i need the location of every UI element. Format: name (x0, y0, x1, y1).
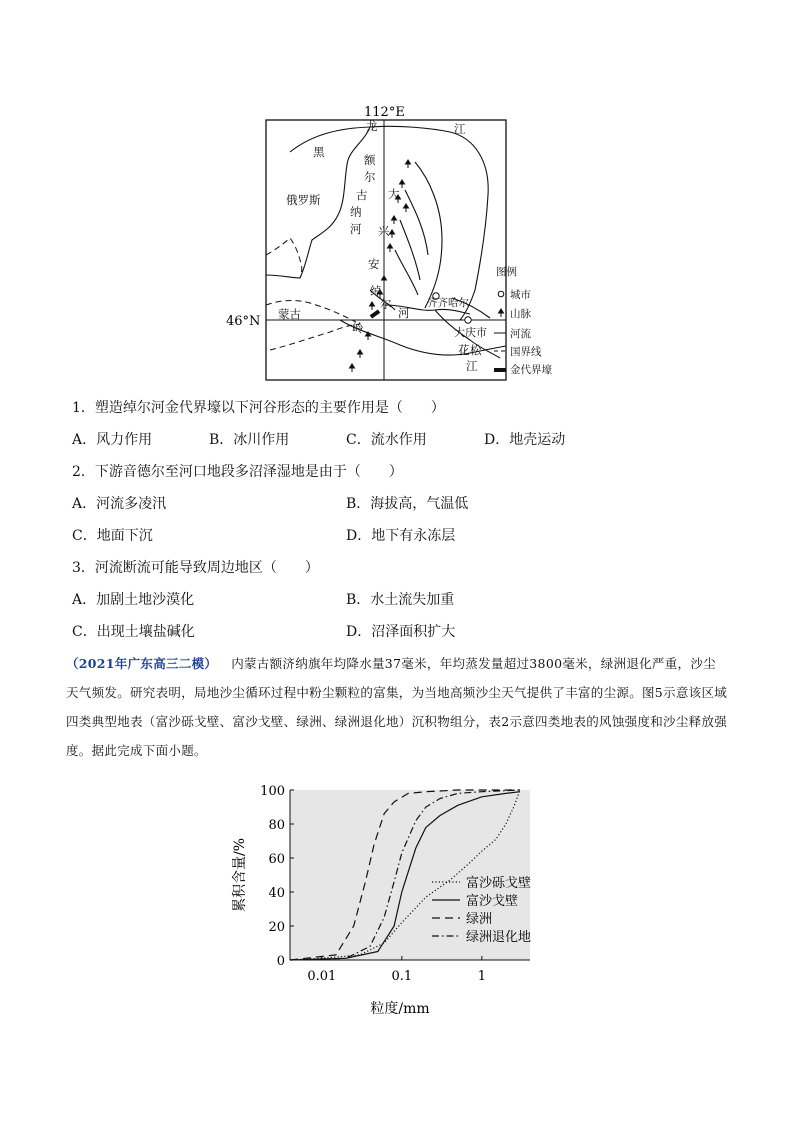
x-tick-label: 1 (477, 969, 486, 984)
option-a[interactable]: A．风力作用 (72, 432, 153, 448)
y-axis-label: 累积含量/% (232, 837, 248, 913)
jin-border-trench (370, 309, 380, 318)
legend-item: 山脉 (510, 308, 531, 320)
y-tick-label: 60 (268, 852, 285, 867)
x-tick-label: 0.1 (391, 969, 413, 984)
y-tick-label: 100 (260, 784, 285, 799)
option-a[interactable]: A．河流多凌汛 (72, 496, 167, 512)
option-a[interactable]: A．加剧土地沙漠化 (72, 592, 195, 608)
river-lines (266, 126, 506, 358)
place-label: 河 (398, 306, 410, 320)
place-label: 大 (388, 187, 400, 201)
border-lines (266, 238, 360, 350)
option-c[interactable]: C．出现土壤盐碱化 (72, 624, 195, 640)
place-label: 江 (454, 122, 466, 136)
y-tick-label: 20 (268, 920, 285, 935)
passage (66, 649, 728, 765)
legend-item: 金代界壕 (510, 364, 552, 376)
place-label: 江 (466, 359, 478, 373)
legend-item: 国界线 (510, 346, 542, 358)
legend-item: 河流 (510, 328, 531, 340)
legend-label: 富沙砾戈壁 (466, 876, 532, 891)
option-d[interactable]: D．地下有永冻层 (346, 528, 456, 544)
y-tick-label: 0 (276, 954, 285, 969)
question-stem: 3．河流断流可能导致周边地区（ ） (72, 560, 319, 576)
place-label: 岭 (352, 321, 364, 335)
question-stem: 2．下游音德尔至河口地段多沼泽湿地是由于（ ） (72, 464, 403, 480)
option-b[interactable]: B．水土流失加重 (346, 592, 455, 608)
parallel-label: 46°N (226, 314, 261, 329)
place-label: 蒙古 (278, 307, 301, 321)
place-label: 纳 (350, 205, 362, 219)
place-label: 松 (470, 343, 482, 357)
place-label: 俄罗斯 (286, 193, 321, 207)
place-label: 齐齐哈尔 (427, 297, 469, 309)
option-d[interactable]: D．沼泽面积扩大 (346, 624, 456, 640)
legend-label: 绿洲 (466, 912, 493, 927)
option-d[interactable]: D．地壳运动 (484, 432, 566, 448)
legend-title: 图例 (496, 266, 517, 278)
option-b[interactable]: B．冰川作用 (209, 432, 290, 448)
place-label: 龙 (366, 119, 378, 133)
legend-item: 城市 (510, 289, 531, 301)
y-tick-label: 80 (268, 818, 285, 833)
place-label: 绰 (370, 284, 382, 298)
place-label: 河 (350, 222, 362, 236)
y-tick-label: 40 (268, 886, 285, 901)
place-label: 古 (356, 188, 368, 202)
option-c[interactable]: C．地面下沉 (72, 528, 153, 544)
x-tick-label: 0.01 (307, 969, 337, 984)
place-label: 额 (364, 153, 376, 167)
x-axis-label: 粒度/mm (370, 1001, 430, 1017)
passage-text: 内蒙古额济纳旗年均降水量37毫米，年均蒸发量超过3800毫米，绿洲退化严重，沙尘天气频发。研究表明，局地沙尘循环过程中粉尘颗粒的富集，为当地高频沙尘天气提供了丰富的尘源。图5示意该区域四类典型地表（富沙砾戈壁、富沙戈壁、绿洲、绿洲退化地）沉积物组分，表2示意四类地表的风蚀强度和沙尘释放强度。据此完成下面小题。 (66, 656, 728, 758)
legend-label: 绿洲退化地 (466, 930, 532, 945)
place-label: 大庆市 (454, 326, 487, 339)
place-label: 尔 (380, 297, 392, 311)
place-label: 花 (458, 343, 470, 357)
meridian-label: 112°E (364, 105, 405, 120)
question-stem: 1．塑造绰尔河金代界壕以下河谷形态的主要作用是（ ） (72, 400, 445, 416)
legend-city-icon (498, 291, 504, 297)
legend-label: 富沙戈壁 (466, 894, 519, 909)
place-label: 黑 (313, 145, 325, 159)
city-daqing-marker (465, 317, 471, 323)
map-figure (220, 100, 580, 385)
place-label: 兴 (378, 224, 390, 238)
option-c[interactable]: C．流水作用 (346, 432, 427, 448)
grain-size-chart (220, 770, 580, 1020)
place-label: 尔 (364, 170, 376, 184)
legend-trench-icon (494, 368, 506, 372)
option-b[interactable]: B．海拔高，气温低 (346, 496, 469, 512)
place-label: 安 (368, 257, 380, 271)
legend-mountain-icon (499, 309, 504, 317)
passage-source: （2021年广东高三二模） (66, 656, 218, 671)
